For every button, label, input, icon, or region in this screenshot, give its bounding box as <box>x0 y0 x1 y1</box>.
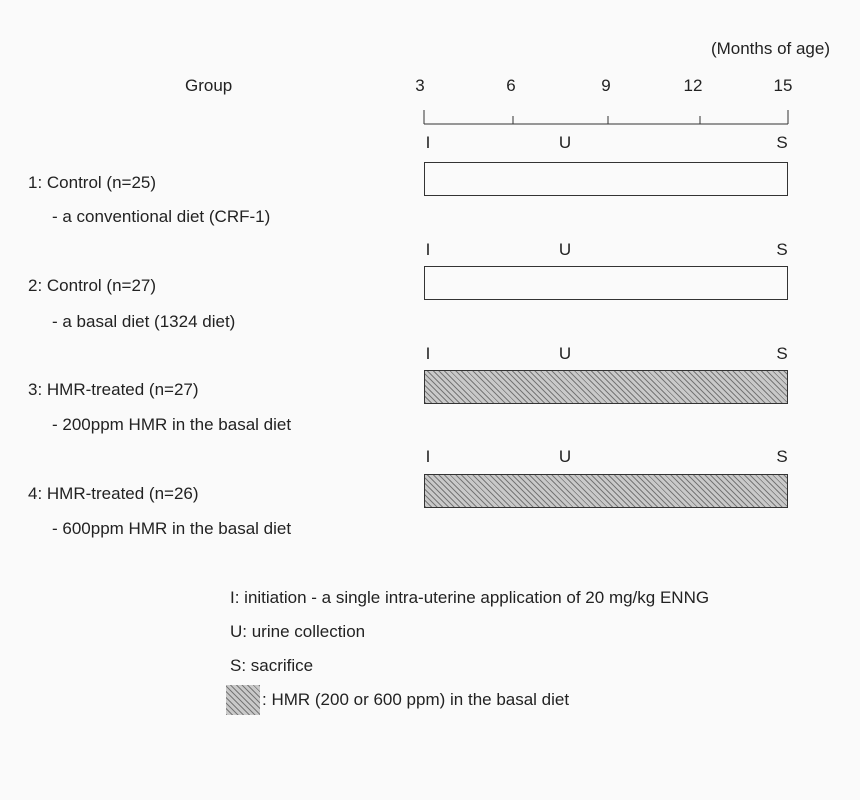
group-1-description: - a conventional diet (CRF-1) <box>52 207 271 226</box>
group-2-description: - a basal diet (1324 diet) <box>52 312 236 331</box>
tick-label-9: 9 <box>601 76 611 95</box>
group-column-header: Group <box>185 76 233 95</box>
group-4-name: 4: HMR-treated (n=26) <box>28 484 199 503</box>
group-4-bar <box>424 474 788 508</box>
marker-sacrifice: S <box>776 240 788 259</box>
group-1-name: 1: Control (n=25) <box>28 173 157 192</box>
legend-urine-collection: U: urine collection <box>230 622 366 641</box>
legend-sacrifice: S: sacrifice <box>230 656 314 675</box>
marker-urine: U <box>558 133 572 152</box>
legend-initiation: I: initiation - a single intra-uterine application of 20 mg/kg ENNG <box>230 588 710 607</box>
marker-sacrifice: S <box>776 447 788 466</box>
marker-urine: U <box>558 240 572 259</box>
axis-units-label: (Months of age) <box>710 39 830 58</box>
tick-label-12: 12 <box>683 76 703 95</box>
group-2-bar <box>424 266 788 300</box>
marker-urine: U <box>558 447 572 466</box>
group-3-bar <box>424 370 788 404</box>
group-3-description: - 200ppm HMR in the basal diet <box>52 415 292 434</box>
marker-sacrifice: S <box>776 133 788 152</box>
time-axis <box>0 0 860 140</box>
tick-label-15: 15 <box>773 76 793 95</box>
group-2-name: 2: Control (n=27) <box>28 276 157 295</box>
tick-label-3: 3 <box>415 76 425 95</box>
legend-hatch-swatch <box>226 685 260 715</box>
legend-hmr: : HMR (200 or 600 ppm) in the basal diet <box>262 690 570 709</box>
marker-initiation: I <box>425 447 431 466</box>
marker-initiation: I <box>425 133 431 152</box>
group-3-name: 3: HMR-treated (n=27) <box>28 380 199 399</box>
marker-sacrifice: S <box>776 344 788 363</box>
marker-urine: U <box>558 344 572 363</box>
marker-initiation: I <box>425 240 431 259</box>
marker-initiation: I <box>425 344 431 363</box>
group-4-description: - 600ppm HMR in the basal diet <box>52 519 292 538</box>
tick-label-6: 6 <box>506 76 516 95</box>
group-1-bar <box>424 162 788 196</box>
